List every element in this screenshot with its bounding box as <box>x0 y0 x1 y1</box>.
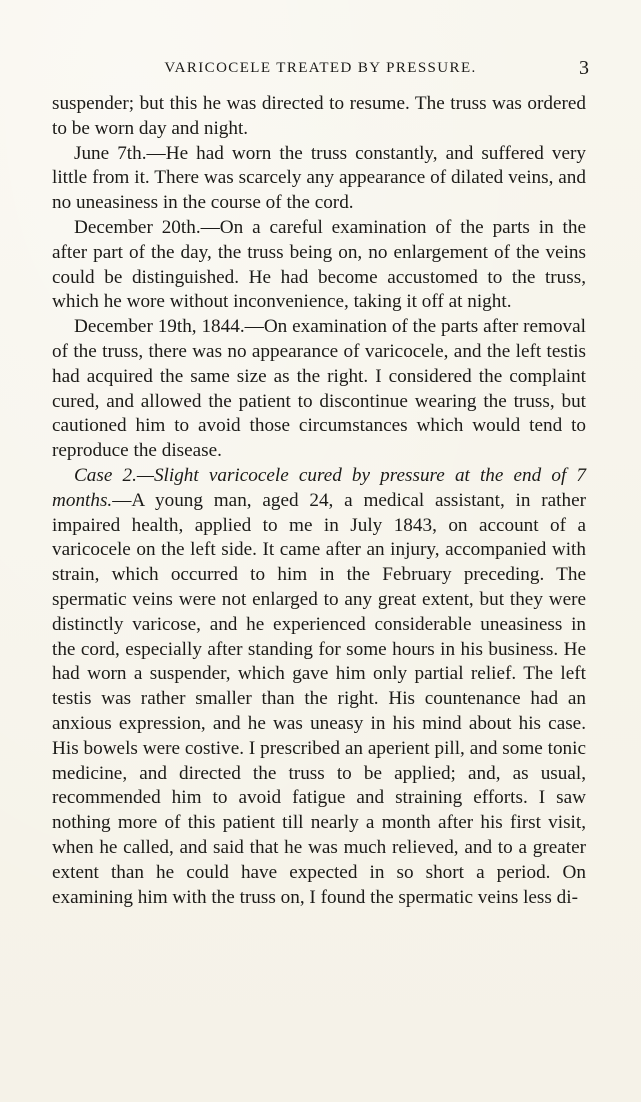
paragraph-continuation: suspender; but this he was directed to resume. The truss was ordered to be worn day and night. <box>52 93 586 139</box>
running-head-title: VARICOCELE TREATED BY PRESSURE. <box>164 60 477 76</box>
body-text <box>52 92 586 910</box>
page-number: 3 <box>579 57 589 79</box>
case-2-body: —A young man, aged 24, a medical assistant, in rather impaired health, applied to me in July 1843, on account of a varicocele on the left side. It came after an injury, accompanied with strain, which occurred to him in the February preceding. The spermatic veins were not enlarged to any great extent, but they were distinctly varicose, and he experienced considerable uneasiness in the cord, especially after standing for some hours in his business. He had worn a suspender, which gave him only partial relief. The left testis was rather smaller than the right. His countenance had an anxious expression, and he was uneasy in his mind about his case. His bowels were costive. I prescribed an aperient pill, and some tonic medicine, and directed the truss to be applied; and, as usual, recommended him to avoid fatigue and straining efforts. I saw nothing more of this patient till nearly a month after his first visit, when he called, and said that he was much relieved, and to a greater extent than he could have expected in so short a period. On examining him with the truss on, I found the spermatic veins less di- <box>52 489 586 908</box>
paragraph-case-2 <box>52 464 586 910</box>
paragraph-december-19th-1844: December 19th, 1844.—On examination of the parts after removal of the truss, there was no appearance of varicocele, and the left testis had acquired the same size as the right. I considered the complaint cured, and allowed the patient to discontinue wearing the truss, but cautioned him to avoid those circumstances which would tend to reproduce the disease. <box>52 316 586 462</box>
paragraph-june-7th: June 7th.—He had worn the truss constantly, and suffered very little from it. There was scarcely any appearance of dilated veins, and no uneasiness in the course of the cord. <box>52 142 586 214</box>
paragraph-december-20th: December 20th.—On a careful examination of the parts in the after part of the day, the truss being on, no enlargement of the veins could be distinguished. He had become accustomed to the truss, which he wore without inconvenience, taking it off at night. <box>52 216 586 313</box>
running-head <box>52 57 589 82</box>
case-2-heading: Case 2.—Slight varicocele cured by pressure at the end of 7 months. <box>52 464 586 511</box>
